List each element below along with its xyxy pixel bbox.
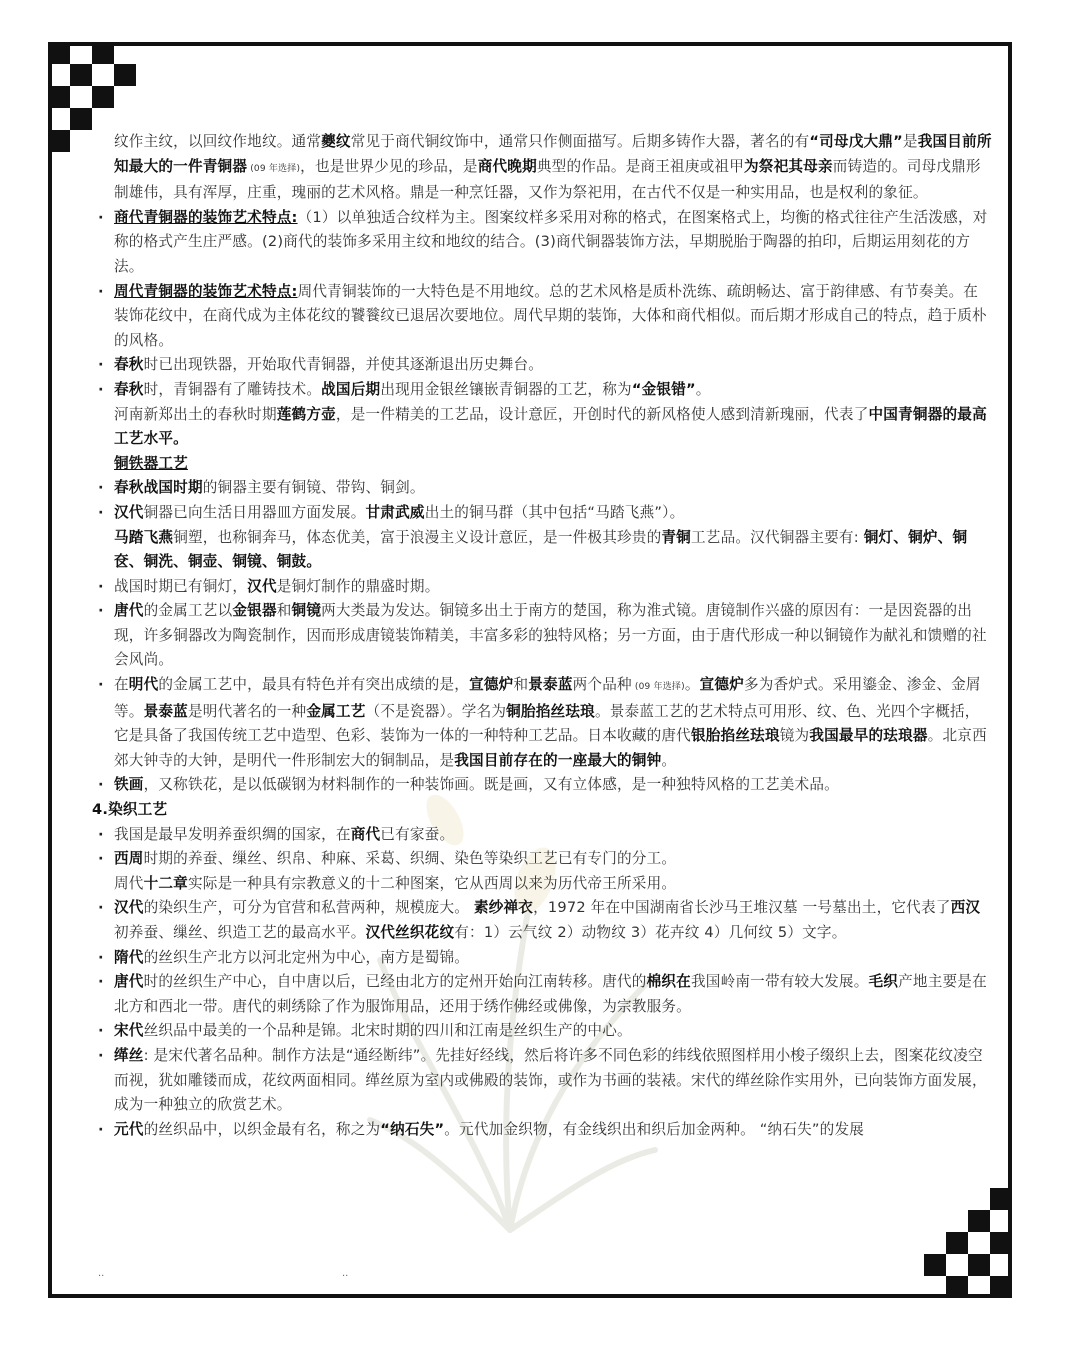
text-segment: 而铸造的。司母戊鼎形制雄伟，具有浑厚，庄重，瑰丽的艺术风格。鼎是一种烹饪器，又作为祭祀用，在古代不仅是一种实用品，也是权利的象征。 <box>114 157 981 202</box>
text-segment: 青铜 <box>661 528 691 546</box>
text-segment: 是 <box>902 133 918 150</box>
text-segment: 的金属工艺中，最具有特色并有突出成绩的是， <box>158 676 470 694</box>
paragraph-p4 <box>92 353 992 378</box>
text-segment: 丝织品中最美的一个品种是锦。北宋时期的四川和江南是丝织生产的中心。 <box>143 1022 632 1040</box>
paragraph-p1 <box>92 130 992 206</box>
text-segment: 。 <box>684 676 700 694</box>
text-segment: (09 年选择) <box>247 163 301 174</box>
text-segment: 有：1）云气纹 2）动物纹 3）花卉纹 4）几何纹 5）文字。 <box>454 924 847 941</box>
text-segment: 镜为 <box>779 727 810 745</box>
text-segment: 初养蚕、缫丝、织造工艺的最高水平。 <box>114 924 366 941</box>
text-segment: 。景泰蓝工艺的艺术特点可用形、纹、色、光四个字概括，它是具备了我国传统工艺中造型、色彩、装饰为一体的一种特种工艺品。日本收藏的唐代 <box>114 702 980 745</box>
text-segment: 。元代加金织物，有金线织出和织后加金两种。 “纳石失”的发展 <box>444 1120 865 1138</box>
text-segment: 铜镜 <box>291 602 322 620</box>
text-segment: （不是瓷器）。学名为 <box>365 702 507 720</box>
text-segment: (09 年选择) <box>631 682 685 693</box>
paragraph-p5 <box>92 378 992 403</box>
text-segment: ，是一件精美的工艺品，设计意匠，开创时代的新风格使人感到清新瑰丽，代表了 <box>335 405 869 423</box>
paragraph-p19 <box>92 896 992 945</box>
text-segment: 的染织生产，可分为官营和私营两种，规模庞大。 <box>143 899 474 917</box>
text-segment: 为祭祀其母亲 <box>744 157 833 175</box>
text-segment: 时已出现铁器，开始取代青铜器，并使其逐渐退出历史舞台。 <box>143 356 544 374</box>
text-segment: 纹作主纹，以回纹作地纹。通常 <box>114 133 322 150</box>
text-segment: 。北京西郊大钟寺的大钟，是明代一件形制宏大的铜制品，是 <box>114 727 987 769</box>
footer-dots-left: .. <box>98 1268 105 1279</box>
text-segment: 周代 <box>114 874 144 892</box>
text-segment: “司母戊大鼎” <box>809 133 903 150</box>
text-segment: 是铜灯制作的鼎盛时期。 <box>276 577 440 595</box>
text-segment: 。 <box>695 380 711 398</box>
text-segment: 明代 <box>128 676 159 694</box>
paragraph-p7 <box>92 452 992 477</box>
text-segment: 两个品种 <box>572 676 632 694</box>
text-segment: 景泰蓝 <box>528 676 573 694</box>
text-segment: 银胎掐丝珐琅 <box>690 727 780 745</box>
text-segment: ，又称铁花，是以低碳钢为材料制作的一种装饰画。既是画，又有立体感，是一种独特风格的工艺美术品。 <box>143 776 839 794</box>
paragraph-p18 <box>92 872 992 897</box>
text-segment: 甘肃武威 <box>365 503 425 521</box>
text-segment: 战国时期已有铜灯， <box>114 577 248 595</box>
text-segment: 产地主要是在北方和西北一带。唐代的刺绣除了作为服饰用品，还用于绣作佛经或佛像，为宗教服务。 <box>114 973 987 1015</box>
paragraph-p15 <box>92 798 992 823</box>
text-segment: 出现用金银丝镶嵌青铜器的工艺，称为 <box>380 380 632 398</box>
document-body <box>92 130 992 1142</box>
text-segment: 常见于商代铜纹饰中，通常只作侧面描写。后期多铸作大器，著名的有 <box>350 133 810 150</box>
text-segment: 商代青铜器的装饰艺术特点: <box>114 208 298 226</box>
text-segment: 中国青铜器的最高工艺水平。 <box>114 405 987 448</box>
text-segment: 是明代著名的一种 <box>187 702 307 720</box>
text-segment: 我国目前所知最大的一件青铜器 <box>114 133 992 175</box>
text-segment: 战国后期 <box>321 380 381 398</box>
paragraph-p14 <box>92 773 992 798</box>
text-segment: 和 <box>276 602 292 620</box>
text-segment: 宣德炉 <box>699 676 745 694</box>
text-segment: 时的丝织生产中心，自中唐以后，已经由北方的定州开始向江南转移。唐代的 <box>143 973 647 991</box>
paragraph-p17 <box>92 847 992 872</box>
text-segment: 铜器已向生活日用器皿方面发展。 <box>143 503 366 521</box>
text-segment: 素纱禅衣 <box>473 899 534 917</box>
text-segment: 春秋战国时期 <box>114 479 203 497</box>
paragraph-p12 <box>92 599 992 673</box>
text-segment: 毛织 <box>868 973 899 991</box>
text-segment: 出土的铜马群（其中包括“马踏飞燕”）。 <box>424 503 685 521</box>
text-segment: 西汉 <box>950 899 981 917</box>
footer-dots-right: .. <box>342 1268 349 1279</box>
text-segment: “纳石失” <box>380 1120 445 1138</box>
text-segment: 金属工艺 <box>306 702 366 720</box>
text-segment: 唐代 <box>114 973 144 991</box>
text-segment: 缂丝 <box>114 1046 144 1064</box>
paragraph-p6 <box>92 403 992 452</box>
paragraph-p3 <box>92 280 992 354</box>
text-segment: 周代青铜装饰的一大特色是不用地纹。总的艺术风格是质朴洗练、疏朗畅达、富于韵律感、有节奏美。在装饰花纹中，在商代成为主体花纹的饕餮纹已退居次要地位。周代早期的装饰，大体和商代相似。而后期才形成自己的特点，趋于质朴的风格。 <box>114 282 987 349</box>
text-segment: 我国岭南一带有较大发展。 <box>690 973 869 991</box>
text-segment: 河南新郑出土的春秋时期 <box>114 405 277 423</box>
text-segment: 宋代 <box>114 1022 144 1040</box>
text-segment: 春秋 <box>114 356 144 374</box>
text-segment: 两大类最为发达。铜镜多出土于南方的楚国，称为淮式镜。唐镜制作兴盛的原因有：一是因瓷器的出现，许多铜器改为陶瓷制作，因而形成唐镜装饰精美，丰富多彩的独特风格；另一方面，由于唐代形成一种以铜镜作为献礼和馈赠的社会风尚。 <box>114 602 987 669</box>
text-segment: 唐代 <box>114 602 144 620</box>
text-segment: 已有家蚕。 <box>380 825 455 843</box>
text-segment: 马踏飞燕 <box>114 528 174 546</box>
text-segment: 4.染织工艺 <box>92 801 168 819</box>
text-segment: : 是宋代著名品种。制作方法是“通经断纬”。先挂好经线，然后将许多不同色彩的纬线依照图样用小梭子缀织上去，图案花纹凌空而视，犹如雕镂而成，花纹两面相同。缂丝原为室内或佛殿的装饰，或作为书画的装裱。宋代的缂丝除作实用外，已向装饰方面发展，成为一种独立的欣赏艺术。 <box>114 1046 987 1114</box>
text-segment: 时期的养蚕、缫丝、织帛、种麻、采葛、织绸、染色等染织工艺已有专门的分工。 <box>143 850 677 868</box>
paragraph-p2 <box>92 206 992 280</box>
paragraph-p11 <box>92 575 992 600</box>
text-segment: 商代晚期 <box>477 157 537 175</box>
text-segment: 商代 <box>350 825 381 843</box>
text-segment: 典型的作品。是商王祖庚或祖甲 <box>536 157 744 175</box>
text-segment: （1）以单独适合纹样为主。图案纹样多采用对称的格式，在图案格式上，均衡的格式往往产生活泼感，对称的格式产生庄严感。(2)商代的装饰多采用主纹和地纹的结合。(3)商代铜器装饰方法，早期脱胎于陶器的拍印，后期运用刻花的方法。 <box>114 208 988 275</box>
text-segment: 汉代 <box>114 899 144 917</box>
text-segment: 汉代丝织花纹 <box>365 924 455 941</box>
text-segment: 。 <box>661 751 677 769</box>
text-segment: 的丝织品中，以织金最有名，称之为 <box>143 1120 381 1138</box>
paragraph-p10 <box>92 526 992 575</box>
text-segment: 棉织在 <box>646 973 691 991</box>
text-segment: 宣德炉 <box>469 676 514 694</box>
text-segment: 铜胎掐丝珐琅 <box>506 702 595 720</box>
text-segment: 铜塑，也称铜奔马，体态优美，富于浪漫主义设计意匠，是一件极其珍贵的 <box>173 528 662 546</box>
text-segment: 铜铁器工艺 <box>114 454 188 472</box>
text-segment: 铁画 <box>114 776 144 794</box>
text-segment: 时，青铜器有了雕铸技术。 <box>143 380 322 398</box>
text-segment: 铜灯、铜炉、铜奁、铜洗、铜壶、铜镜、铜鼓。 <box>114 528 968 571</box>
text-segment: 汉代 <box>247 577 277 595</box>
text-segment: ，也是世界少见的珍品，是 <box>300 157 478 175</box>
text-segment: ，1972 年在中国湖南省长沙马王堆汉墓 一号墓出土，它代表了 <box>533 899 951 917</box>
text-segment: 和 <box>513 676 529 694</box>
text-segment: 景泰蓝 <box>143 702 188 720</box>
paragraph-p16 <box>92 823 992 848</box>
text-segment: 春秋 <box>114 380 144 398</box>
text-segment: 莲鹤方壶 <box>276 405 336 423</box>
paragraph-p24 <box>92 1118 992 1143</box>
text-segment: 工艺品。汉代铜器主要有: <box>690 528 864 546</box>
paragraph-p20 <box>92 946 992 971</box>
text-segment: 元代 <box>114 1120 144 1138</box>
text-segment: 我国是最早发明养蚕织绸的国家，在 <box>114 825 351 843</box>
text-segment: 十二章 <box>143 874 188 892</box>
paragraph-p23 <box>92 1044 992 1118</box>
text-segment: “金银错” <box>631 380 696 398</box>
text-segment: 我国最早的珐琅器 <box>809 727 928 745</box>
text-segment: 周代青铜器的装饰艺术特点: <box>114 282 298 300</box>
text-segment: 汉代 <box>114 503 144 521</box>
text-segment: 西周 <box>114 850 144 868</box>
text-segment: 夔纹 <box>321 133 351 150</box>
paragraph-p9 <box>92 501 992 526</box>
paragraph-p13 <box>92 673 992 773</box>
paragraph-p21 <box>92 970 992 1019</box>
text-segment: 隋代 <box>114 948 144 966</box>
paragraph-p8 <box>92 476 992 501</box>
text-segment: 实际是一种具有宗教意义的十二种图案，它从西周以来为历代帝王所采用。 <box>187 874 677 892</box>
text-segment: 多为香炉式。采用鎏金、渗金、金屑等。 <box>114 676 981 720</box>
text-segment: 在 <box>114 676 129 694</box>
paragraph-p22 <box>92 1019 992 1044</box>
text-segment: 金银器 <box>232 602 277 620</box>
text-segment: 我国目前存在的一座最大的铜钟 <box>454 751 662 769</box>
text-segment: 的丝织生产北方以河北定州为中心，南方是蜀锦。 <box>143 948 470 966</box>
text-segment: 的金属工艺以 <box>143 602 233 620</box>
text-segment: 的铜器主要有铜镜、带钩、铜剑。 <box>202 479 425 497</box>
